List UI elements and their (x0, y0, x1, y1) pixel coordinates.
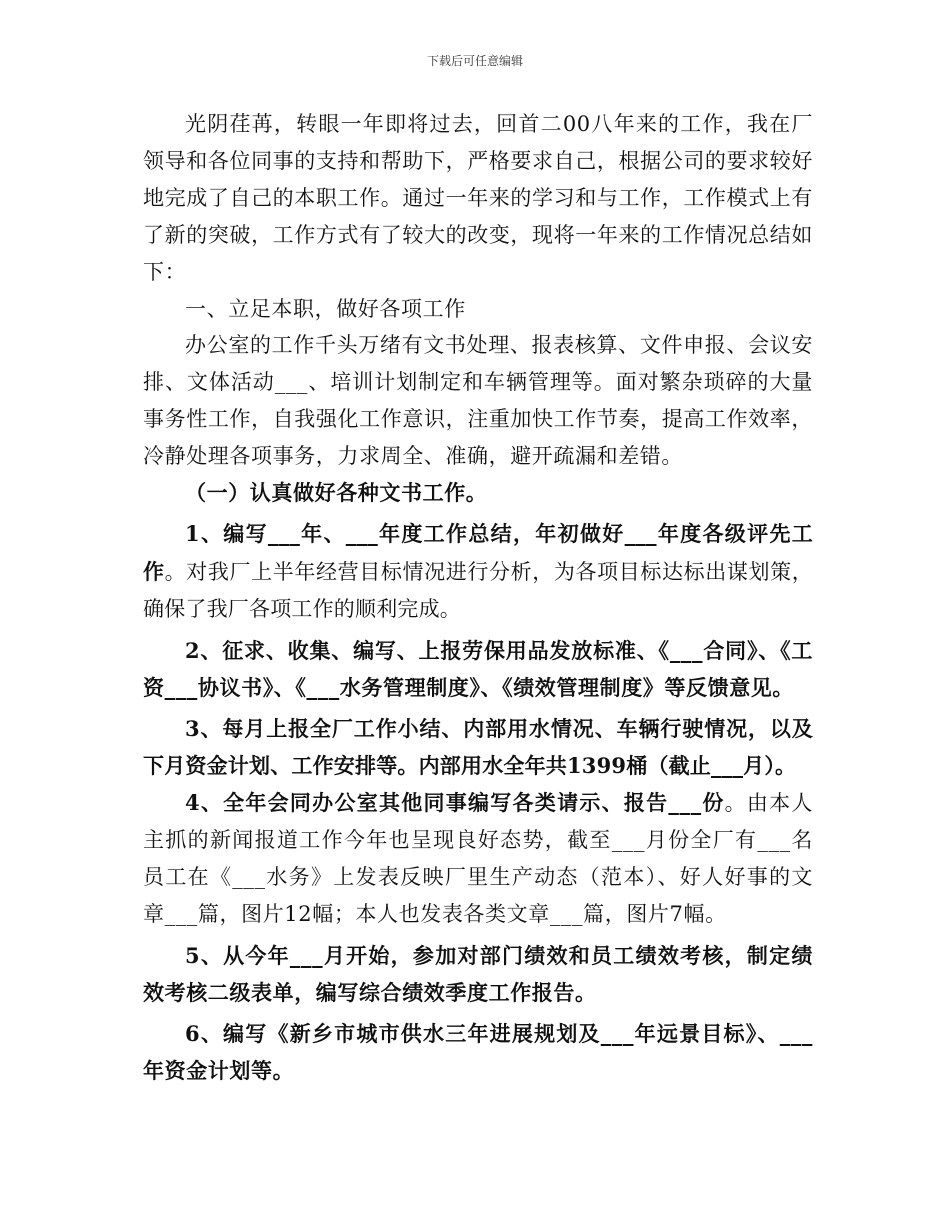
item-1-paragraph (143, 515, 813, 628)
item-4-paragraph (143, 784, 813, 933)
section-heading: 一、立足本职，做好各项工作 (185, 297, 466, 321)
item-1-text: 。对我厂上半年经营目标情况进行分析，为各项目标达标出谋划策，确保了我厂各项工作的顺利完成。 (143, 560, 814, 621)
item-3-paragraph: 3、每月上报全厂工作小结、内部用水情况、车辆行驶情况，以及下月资金计划、工作安排等。内部用水全年共1399桶（截止___月）。 (143, 716, 813, 778)
page-header: 下载后可任意编辑 (426, 54, 523, 68)
intro-paragraph: 光阴荏苒，转眼一年即将过去，回首二00八年来的工作，我在厂领导和各位同事的支持和帮助下，严格要求自己，根据公司的要求较好地完成了自己的本职工作。通过一年来的学习和与工作，工作模式上有了新的突破，工作方式有了较大的改变，现将一年来的工作情况总结如下： (143, 112, 813, 284)
item-5-paragraph: 5、从今年___月开始，参加对部门绩效和员工绩效考核，制定绩效考核二级表单，编写综合绩效季度工作报告。 (143, 943, 813, 1005)
item-1-bold: 1、编写___年、___年度工作总结，年初做好___年度各级评先工作 (143, 521, 813, 584)
item-4-bold: 4、全年会同办公室其他同事编写各类请示、报告___份 (185, 790, 725, 815)
item-2-paragraph: 2、征求、收集、编写、上报劳保用品发放标准、《___合同》、《工资___协议书》、《___水务管理制度》、《绩效管理制度》等反馈意见。 (143, 638, 813, 700)
item-6-paragraph: 6、编写《新乡市城市供水三年进展规划及___年远景目标》、___年资金计划等。 (143, 1021, 813, 1083)
document-body (143, 106, 813, 1089)
item-4-text: 。由本人主抓的新闻报道工作今年也呈现良好态势，截至___月份全厂有___名员工在《___水务》上发表反映厂里生产动态（范本）、好人好事的文章___篇，图片12幅；本人也发表各类文章___篇，图片7幅。 (143, 791, 813, 926)
subsection-heading: （一）认真做好各种文书工作。 (185, 480, 488, 505)
office-work-paragraph: 办公室的工作千头万绪有文书处理、报表核算、文件申报、会议安排、文体活动___、培训计划制定和车辆管理等。面对繁杂琐碎的大量事务性工作，自我强化工作意识，注重加快工作节奏，提高工作效率，冷静处理各项事务，力求周全、准确，避开疏漏和差错。 (143, 333, 813, 468)
